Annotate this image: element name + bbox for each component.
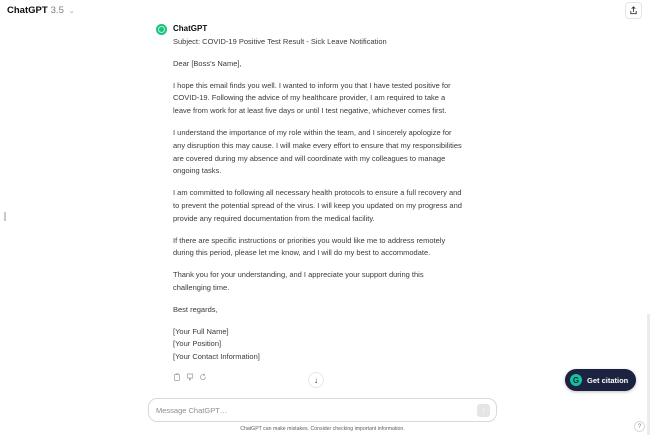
- model-switcher[interactable]: [7, 5, 75, 16]
- get-citation-label: Get citation: [587, 375, 629, 385]
- email-paragraph: I hope this email finds you well. I wanted to inform you that I have tested positive for COVID-19. Following the advice of my healthcare provider, I am required to take a leave from work for at least five days or until I test negative, whichever comes first.: [173, 80, 451, 116]
- email-paragraph: Thank you for your understanding, and I appreciate your support during this challenging time.: [173, 270, 424, 292]
- help-icon: ?: [637, 423, 642, 430]
- top-bar: [0, 0, 650, 22]
- signature-name: [Your Full Name]: [173, 326, 229, 336]
- share-button[interactable]: [625, 2, 642, 19]
- email-paragraph: I understand the importance of my role within the team, and I sincerely apologize for any disruption this may cause. I will make every effort to ensure that my responsibilities are covered during my absence and will coordinate with my colleagues to manage ongoing tasks.: [173, 127, 462, 176]
- scroll-down-button[interactable]: [308, 372, 324, 388]
- message-composer: [148, 398, 497, 422]
- arrow-up-icon: ↑: [481, 406, 486, 415]
- email-subject: Subject: COVID-19 Positive Test Result - Sick Leave Notification: [173, 37, 387, 46]
- disclaimer-text: ChatGPT can make mistakes. Consider checking important information.: [240, 426, 405, 432]
- model-version: 3.5: [50, 5, 64, 16]
- message-sender: ChatGPT: [173, 24, 208, 33]
- chevron-down-icon: ⌄: [68, 7, 75, 15]
- email-signature: [173, 326, 463, 364]
- grammarly-icon: G: [570, 374, 582, 386]
- regenerate-icon[interactable]: [199, 368, 207, 376]
- thumbs-down-icon[interactable]: [186, 368, 194, 376]
- app-name: ChatGPT: [7, 5, 48, 16]
- send-button[interactable]: [477, 404, 490, 417]
- chatgpt-avatar: [156, 24, 167, 35]
- sidebar-toggle-handle[interactable]: [4, 212, 6, 221]
- email-paragraph: If there are specific instructions or priorities you would like me to address remotely during this period, please let me know, and I will do my best to accommodate.: [173, 235, 446, 258]
- email-closing: Best regards,: [173, 304, 218, 314]
- signature-position: [Your Position]: [173, 339, 222, 349]
- copy-icon[interactable]: [173, 368, 181, 376]
- message-body: [173, 36, 463, 364]
- message-actions: [173, 368, 207, 376]
- arrow-down-icon: ↓: [314, 375, 318, 385]
- help-button[interactable]: [634, 421, 645, 432]
- message-input[interactable]: [156, 404, 466, 417]
- signature-contact: [Your Contact Information]: [173, 352, 260, 362]
- get-citation-button[interactable]: [565, 369, 636, 391]
- share-icon: [629, 6, 638, 15]
- email-paragraph: I am committed to following all necessary health protocols to ensure a full recovery and to prevent the potential spread of the virus. I will keep you updated on my progress and provide any required documentation from the medical facility.: [173, 188, 462, 223]
- email-greeting: Dear [Boss's Name],: [173, 58, 242, 68]
